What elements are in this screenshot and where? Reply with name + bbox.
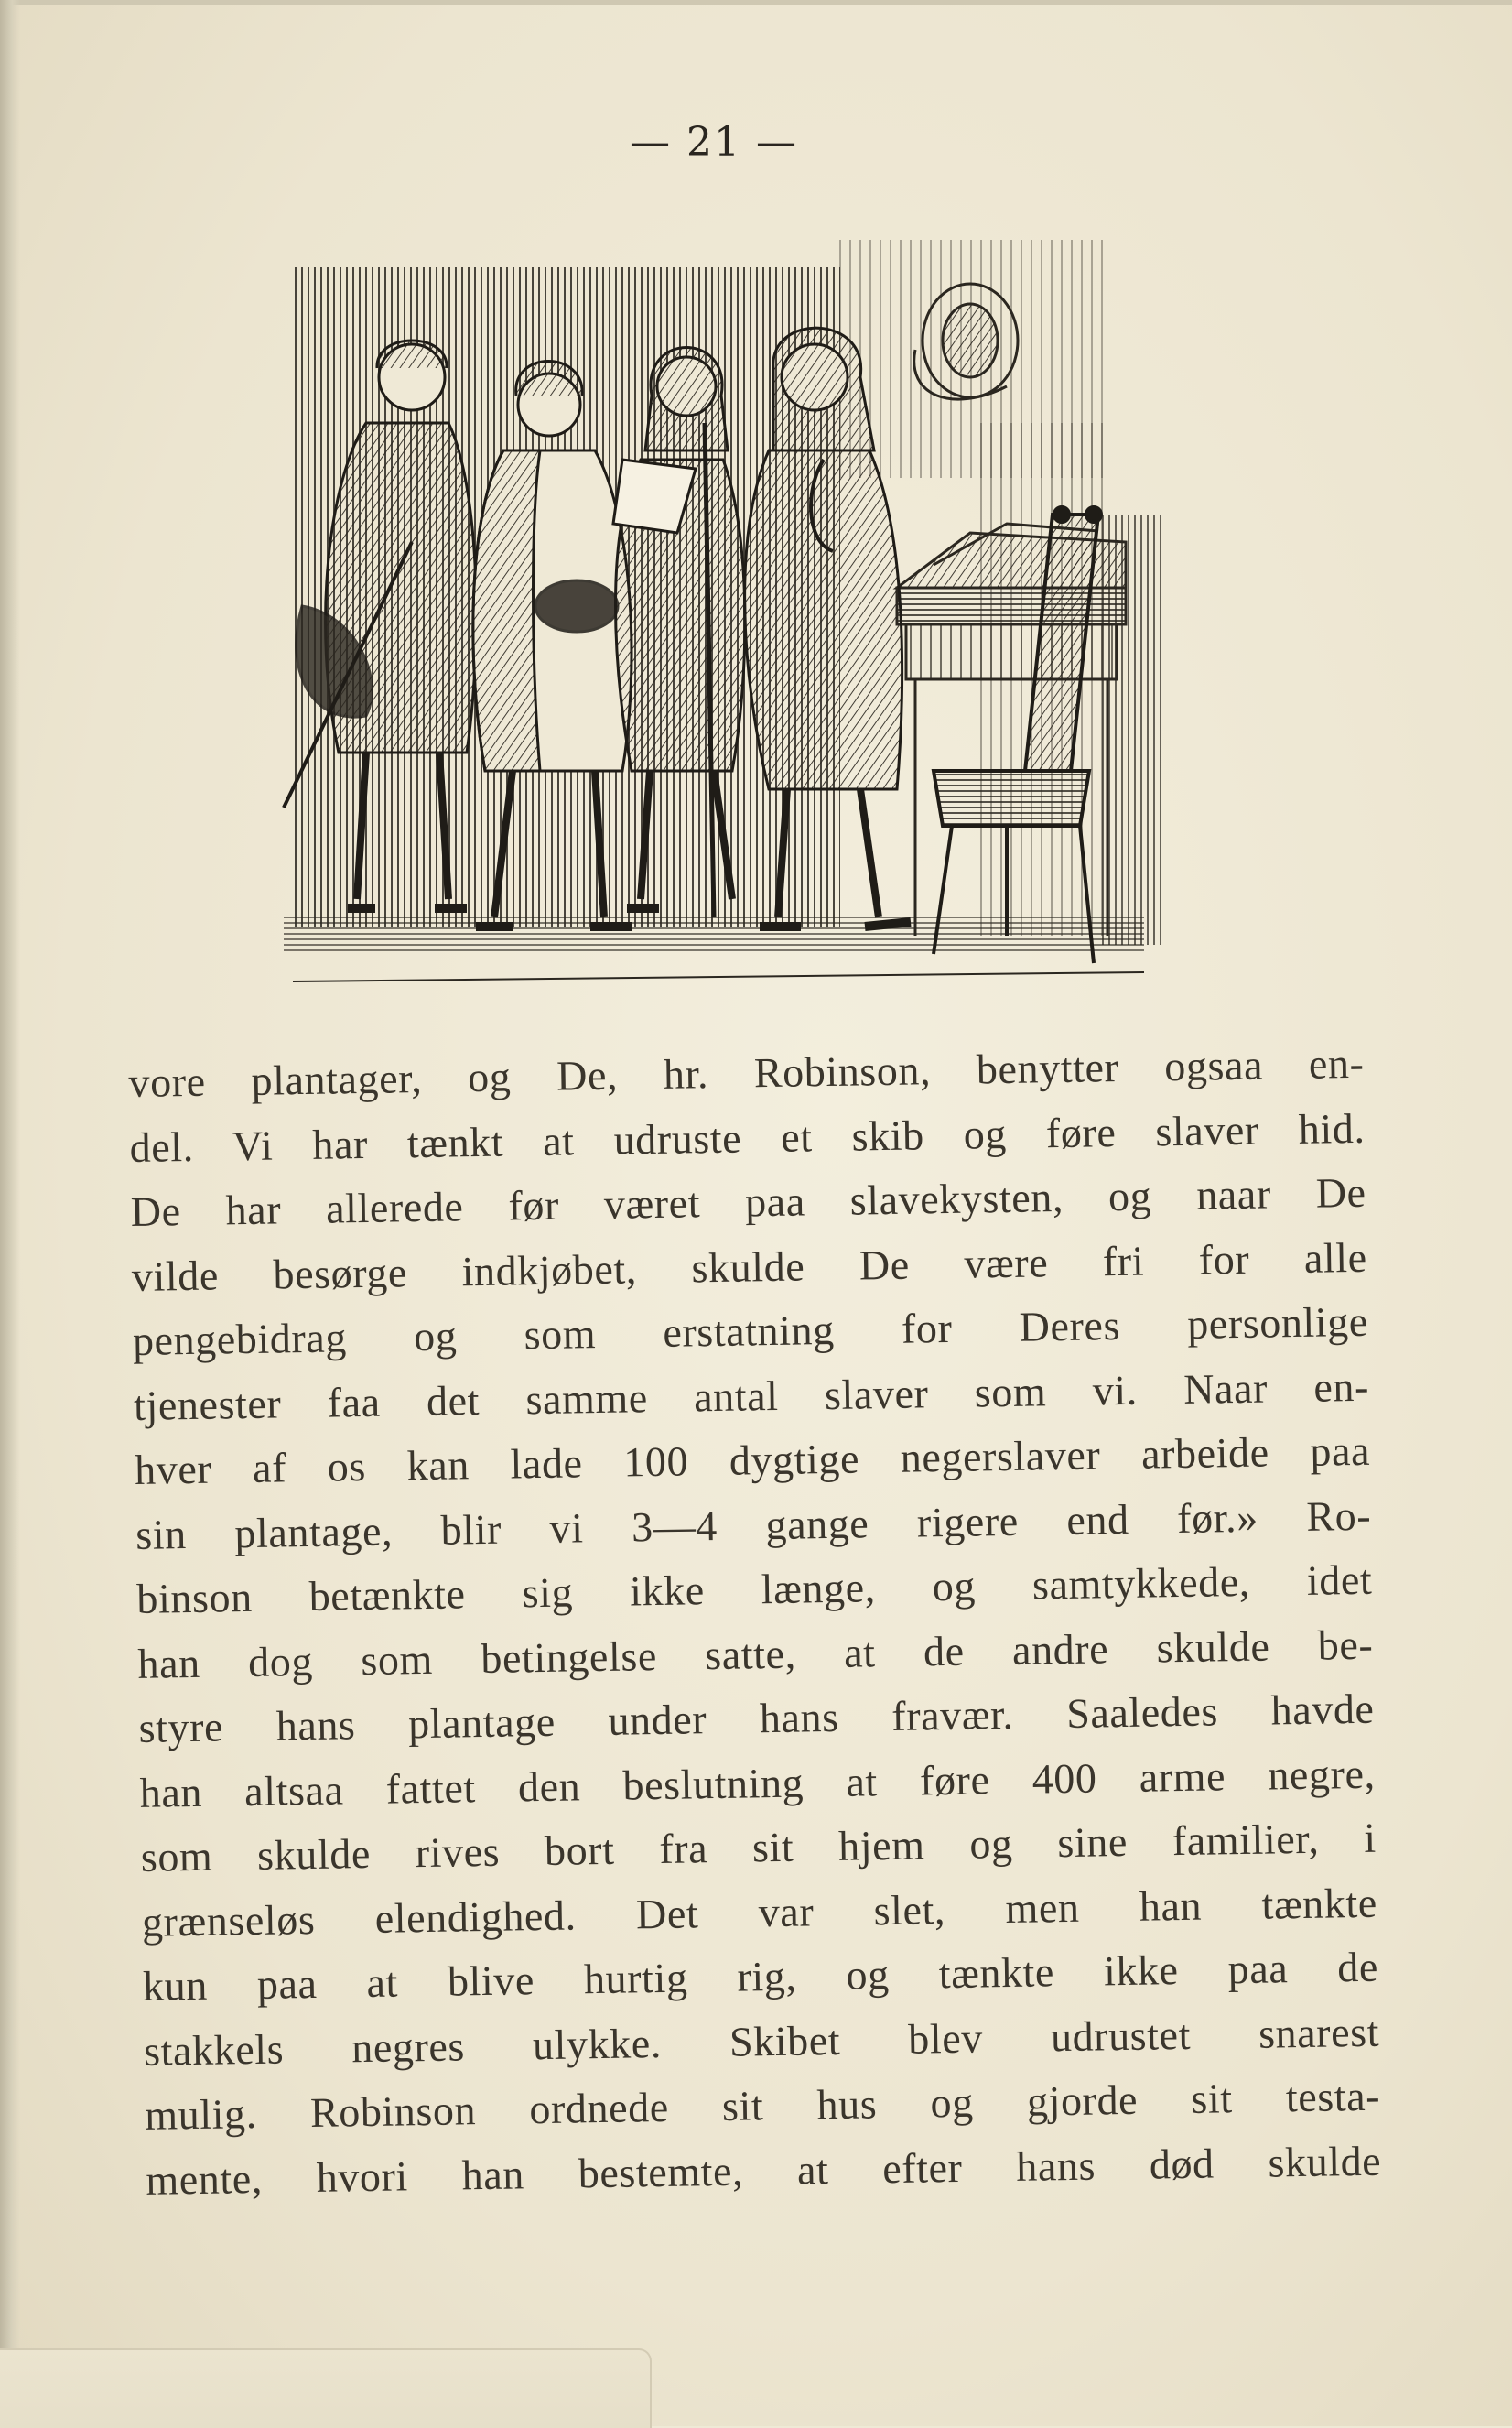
text-line: De har allerede før været paa slavekysten, og naar De: [130, 1168, 1366, 1235]
text-line: styre hans plantage under hans fravær. Saaledes havde: [138, 1685, 1375, 1751]
text-line: vilde besørge indkjøbet, skulde De være fri for alle: [131, 1233, 1368, 1300]
engraving-four-men-in-study-icon: [275, 240, 1181, 1000]
page-binding-edge: [0, 0, 20, 2426]
body-text: [128, 1032, 1382, 2213]
page-number: — 21 —: [630, 119, 798, 166]
text-line: grænseløs elendighed. Det var slet, men han tænkte: [141, 1879, 1378, 1946]
text-line: hver af os kan lade 100 dygtige negerslaver arbeide paa: [134, 1426, 1371, 1493]
text-line: del. Vi har tænkt at udruste et skib og føre slaver hid.: [129, 1104, 1366, 1171]
text-line: binson betænkte sig ikke længe, og samtykkede, idet: [136, 1555, 1373, 1622]
text-line: stakkels negres ulykke. Skibet blev udrustet snarest: [143, 2008, 1380, 2075]
text-line: sin plantage, blir vi 3—4 gange rigere end før.» Ro-: [135, 1491, 1372, 1558]
text-line: tjenester faa det samme antal slaver som vi. Naar en-: [133, 1362, 1370, 1429]
text-line: mulig. Robinson ordnede sit hus og gjorde sit testa-: [144, 2072, 1381, 2139]
page-top-edge: [0, 0, 1512, 5]
text-line: mente, hvori han bestemte, at efter hans død skulde: [145, 2137, 1382, 2204]
text-line: han dog som betingelse satte, at de andre skulde be-: [137, 1620, 1374, 1687]
text-line: vore plantager, og De, hr. Robinson, benytter ogsaa en-: [128, 1039, 1365, 1106]
text-line: pengebidrag og som erstatning for Deres personlige: [132, 1297, 1369, 1364]
text-line: som skulde rives bort fra sit hjem og sine familier, i: [140, 1814, 1377, 1881]
text-line: kun paa at blive hurtig rig, og tænkte ikke paa de: [142, 1943, 1379, 2010]
page-fold-mark: [0, 2348, 652, 2428]
text-line: han altsaa fattet den beslutning at føre 400 arme negre,: [139, 1750, 1376, 1816]
